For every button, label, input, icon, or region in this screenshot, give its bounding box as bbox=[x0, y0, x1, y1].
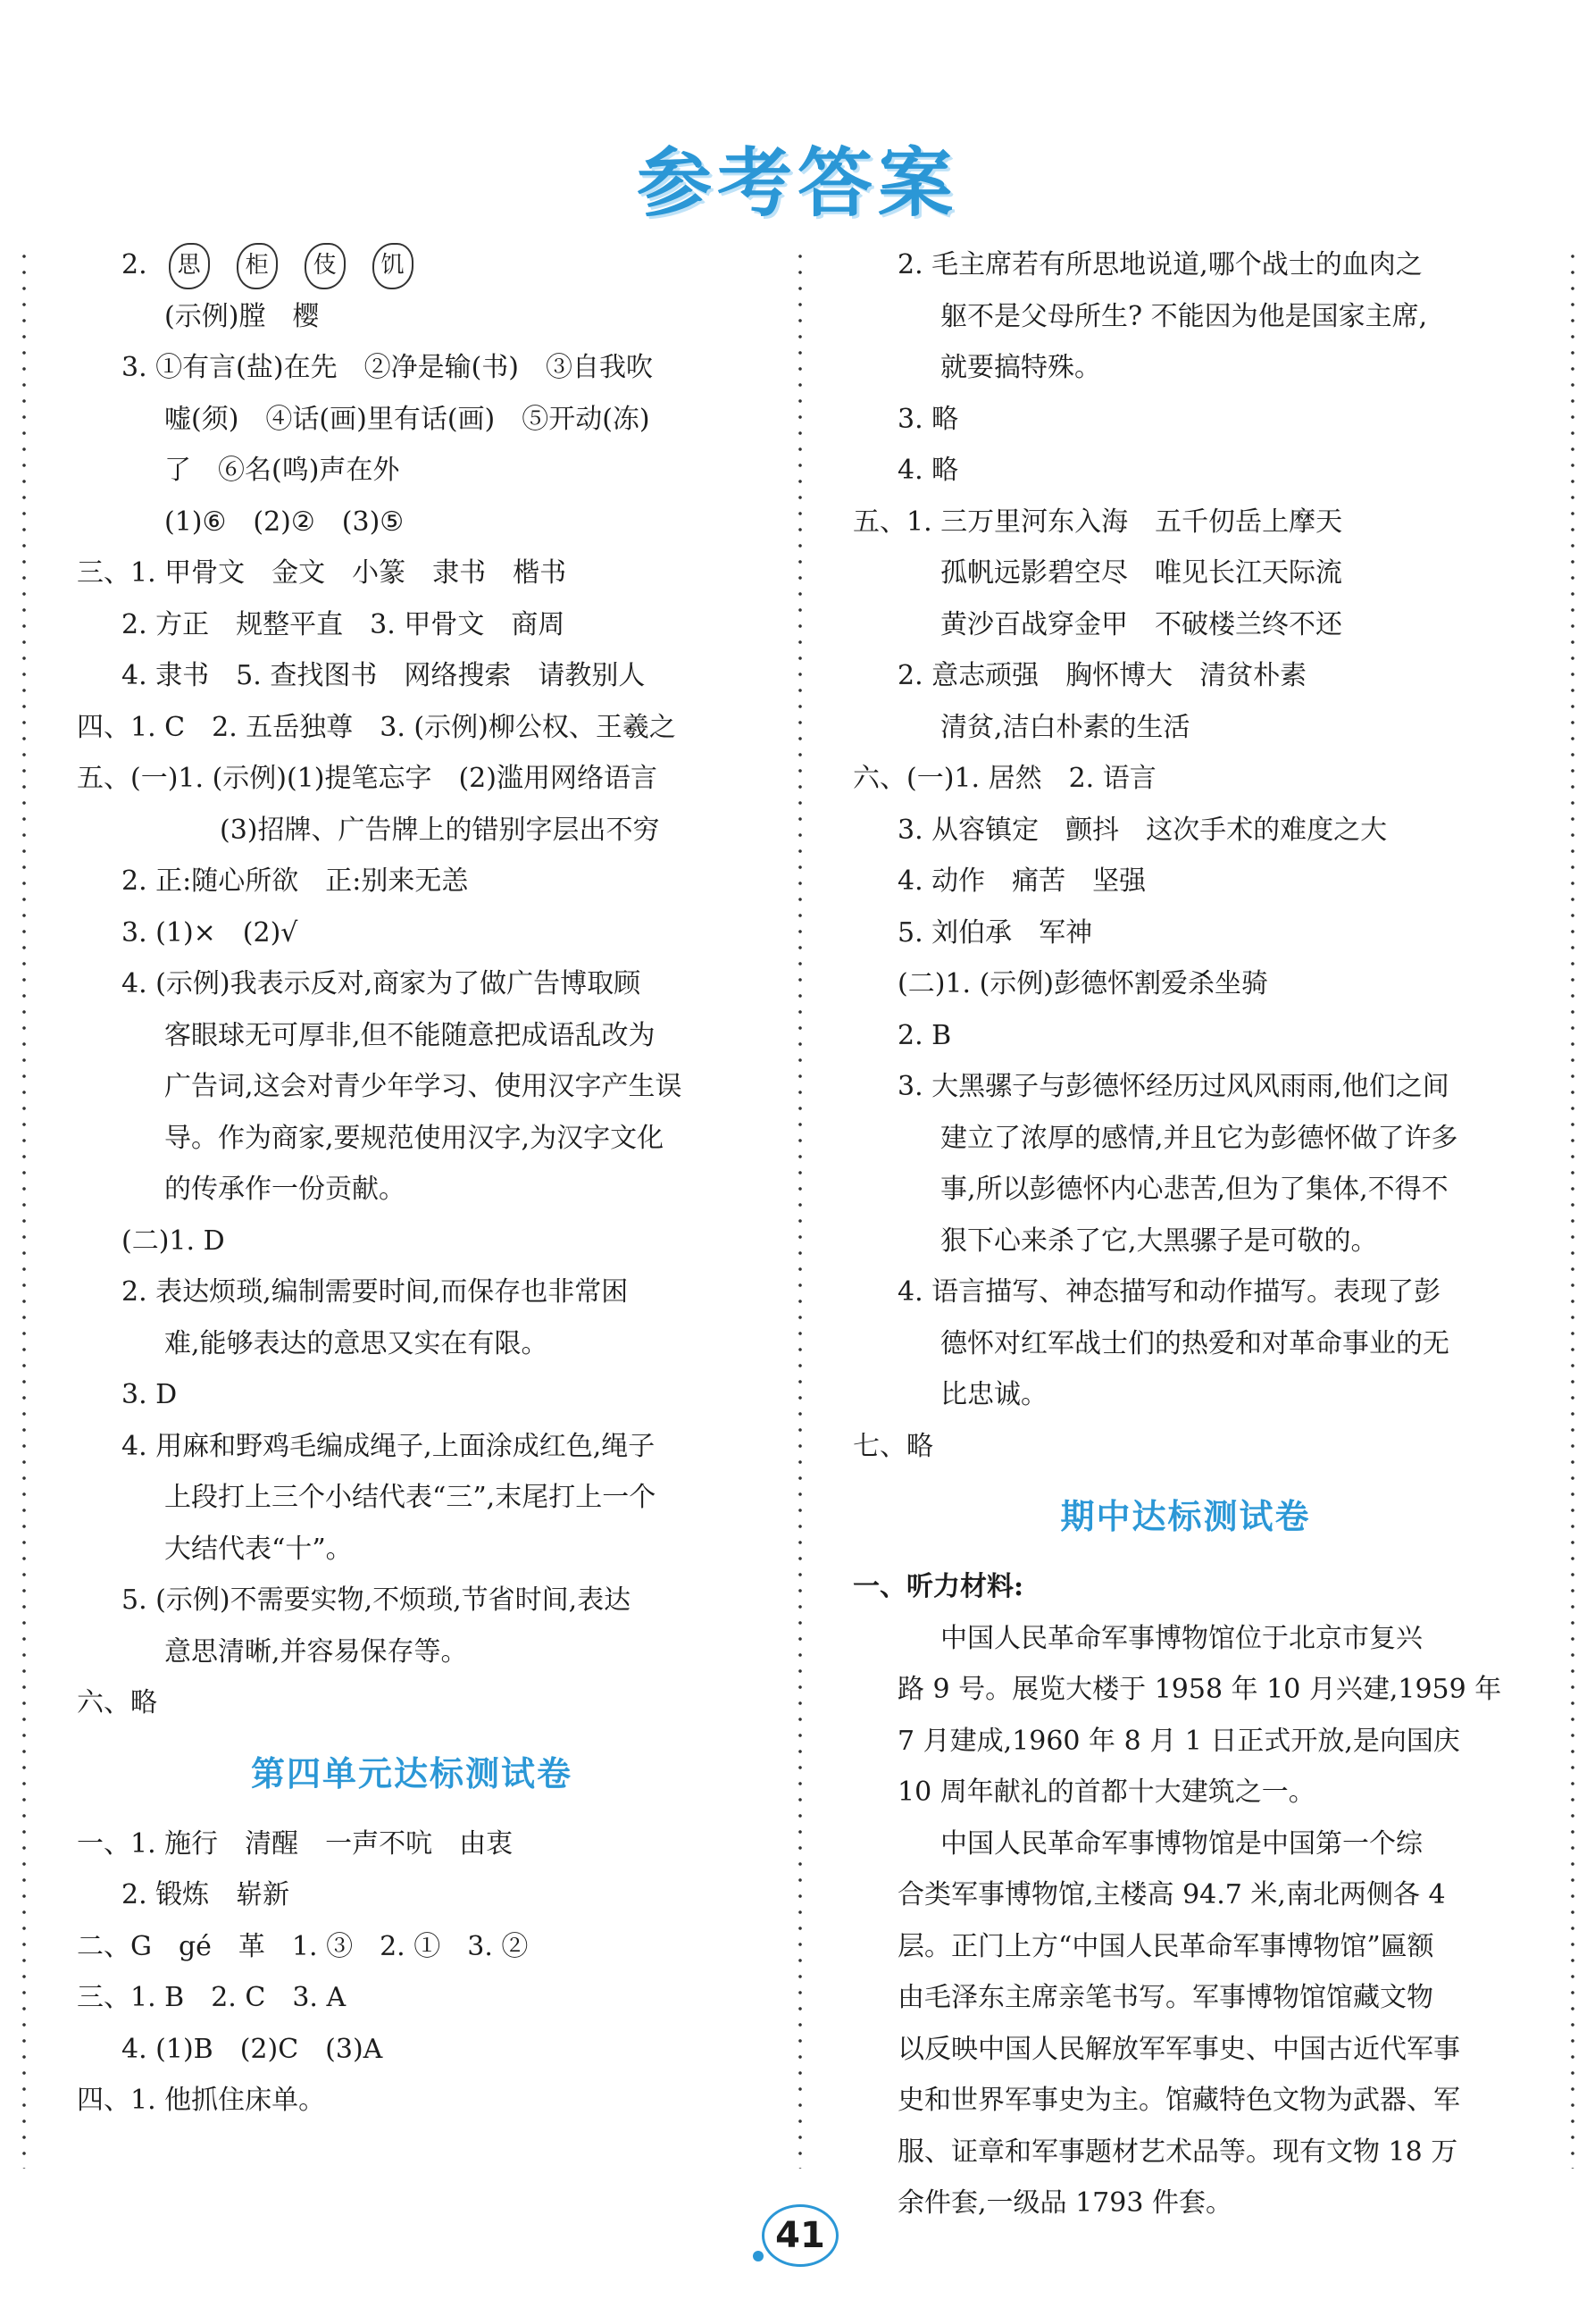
answer-line bbox=[853, 1113, 1518, 1165]
answer-line bbox=[853, 702, 1518, 754]
answer-line bbox=[853, 2024, 1518, 2076]
answer-line bbox=[77, 1113, 747, 1165]
answer-line bbox=[853, 1767, 1518, 1818]
answer-line bbox=[77, 702, 747, 754]
answer-text: 2. 方正 规整平直 3. 甲骨文 商周 bbox=[121, 608, 565, 640]
answer-line bbox=[77, 1472, 747, 1524]
answer-line bbox=[77, 394, 747, 446]
answer-text: 4. 略 bbox=[898, 455, 959, 486]
answer-text: (1)⑥ (2)② (3)⑤ bbox=[164, 506, 405, 538]
answer-text: 路 9 号。展览大楼于 1958 年 10 月兴建,1959 年 bbox=[898, 1674, 1502, 1705]
answer-text: 4. 语言描写、神态描写和动作描写。表现了彭 bbox=[898, 1276, 1441, 1308]
answer-line bbox=[853, 1613, 1518, 1665]
answer-line bbox=[853, 907, 1518, 959]
answer-line bbox=[853, 1061, 1518, 1113]
answer-text: 六、(一)1. 居然 2. 语言 bbox=[853, 763, 1157, 794]
answer-text: 3. (1)× (2)√ bbox=[121, 916, 298, 949]
answer-text: (示例)膛 樱 bbox=[164, 300, 320, 332]
answer-text: 狠下心来杀了它,大黑骡子是可敬的。 bbox=[940, 1225, 1378, 1257]
answer-text: 事,所以彭德怀内心悲苦,但为了集体,不得不 bbox=[940, 1174, 1449, 1205]
answer-text: 德怀对红军战士们的热爱和对革命事业的无 bbox=[940, 1327, 1449, 1359]
answer-text: 2. 正:随心所欲 正:别来无恙 bbox=[121, 865, 469, 897]
answer-line bbox=[853, 445, 1518, 497]
answer-text: (二)1. D bbox=[121, 1225, 225, 1257]
answer-text: 史和世界军事史为主。馆藏特色文物为武器、军 bbox=[898, 2085, 1460, 2116]
answer-line bbox=[853, 1164, 1518, 1216]
answer-text: 清贫,洁白朴素的生活 bbox=[940, 711, 1190, 743]
answer-text: 七、略 bbox=[853, 1430, 933, 1462]
answer-line bbox=[853, 548, 1518, 599]
answer-text: 嘘(须) ④话(画)里有话(画) ⑤开动(冻) bbox=[164, 403, 650, 435]
answer-text: 2. B bbox=[898, 1019, 952, 1051]
answer-line bbox=[77, 1677, 747, 1729]
answer-text: 三、1. B 2. C 3. A bbox=[77, 1982, 347, 2013]
answer-line bbox=[853, 1818, 1518, 1870]
answer-text: 意思清晰,并容易保存等。 bbox=[164, 1635, 468, 1668]
circled-character: 柜 bbox=[237, 243, 278, 289]
answer-text: 以反映中国人民解放军军事史、中国古近代军事 bbox=[898, 2033, 1460, 2065]
answer-line bbox=[853, 958, 1518, 1010]
answer-line bbox=[853, 497, 1518, 548]
answer-text: 了 ⑥名(鸣)声在外 bbox=[164, 455, 400, 486]
answer-line bbox=[853, 1561, 1518, 1613]
answer-text: 10 周年献礼的首都十大建筑之一。 bbox=[898, 1776, 1315, 1808]
answer-text: 4. (1)B (2)C (3)A bbox=[121, 2033, 383, 2065]
answer-text: 广告词,这会对青少年学习、使用汉字产生误 bbox=[164, 1071, 682, 1102]
answer-line bbox=[77, 1626, 747, 1678]
answer-line bbox=[853, 753, 1518, 805]
answer-text: 比忠诚。 bbox=[940, 1379, 1048, 1410]
answer-text: 一、听力材料: bbox=[853, 1571, 1024, 1602]
answer-line bbox=[853, 805, 1518, 857]
answer-line bbox=[77, 1164, 747, 1216]
answer-text: 六、略 bbox=[77, 1687, 157, 1718]
page-title: 参考答案 bbox=[636, 139, 958, 227]
answer-line bbox=[853, 1972, 1518, 2024]
answer-text: 难,能够表达的意思又实在有限。 bbox=[164, 1327, 548, 1359]
answer-line bbox=[77, 1818, 747, 1870]
answer-line bbox=[77, 1318, 747, 1370]
answer-line bbox=[853, 2075, 1518, 2127]
answer-line bbox=[77, 1421, 747, 1473]
right-margin-dots bbox=[1570, 248, 1575, 2169]
answer-line bbox=[77, 548, 747, 599]
answer-line bbox=[77, 1010, 747, 1062]
answer-text: 三、1. 甲骨文 金文 小篆 隶书 楷书 bbox=[77, 557, 567, 589]
answer-line bbox=[853, 1010, 1518, 1062]
answer-line bbox=[853, 1318, 1518, 1370]
circled-character: 伎 bbox=[305, 243, 346, 289]
page-number: 41 bbox=[762, 2204, 839, 2267]
answer-text: 五、1. 三万里河东入海 五千仞岳上摩天 bbox=[853, 506, 1343, 538]
answer-text: 2. 意志顽强 胸怀博大 清贫朴素 bbox=[898, 660, 1307, 691]
answer-line bbox=[853, 650, 1518, 702]
answer-text: 4. 动作 痛苦 坚强 bbox=[898, 865, 1147, 897]
answer-text: 四、1. C 2. 五岳独尊 3. (示例)柳公权、王羲之 bbox=[77, 711, 676, 743]
answer-text: 躯不是父母所生? 不能因为他是国家主席, bbox=[940, 300, 1428, 332]
page-number-decoration bbox=[753, 2251, 764, 2261]
answer-text: 2. 表达烦琐,编制需要时间,而保存也非常困 bbox=[121, 1276, 629, 1308]
section-title: 期中达标测试卷 bbox=[1060, 1496, 1311, 1536]
answer-line bbox=[853, 1266, 1518, 1318]
answer-text: 5. (示例)不需要实物,不烦琐,节省时间,表达 bbox=[121, 1584, 631, 1616]
answer-line bbox=[853, 2178, 1518, 2229]
answer-text: 大结代表“十”。 bbox=[164, 1533, 353, 1565]
answer-line bbox=[853, 1716, 1518, 1768]
answer-text: 黄沙百战穿金甲 不破楼兰终不还 bbox=[940, 608, 1342, 640]
answer-text: 7 月建成,1960 年 8 月 1 日正式开放,是向国庆 bbox=[898, 1725, 1460, 1757]
answer-text: 3. 大黑骡子与彭德怀经历过风风雨雨,他们之间 bbox=[898, 1071, 1449, 1102]
answer-line bbox=[853, 1869, 1518, 1921]
answer-line bbox=[853, 1664, 1518, 1716]
answer-text: 2. 锻炼 崭新 bbox=[121, 1879, 290, 1910]
answer-text: (二)1. (示例)彭德怀割爱杀坐骑 bbox=[898, 968, 1268, 999]
answer-text: 服、证章和军事题材艺术品等。现有文物 18 万 bbox=[898, 2136, 1458, 2168]
answer-text: 五、(一)1. (示例)(1)提笔忘字 (2)滥用网络语言 bbox=[77, 763, 657, 794]
answer-line bbox=[77, 958, 747, 1010]
answer-line bbox=[77, 1216, 747, 1267]
answer-line bbox=[77, 650, 747, 702]
answer-text: 一、1. 施行 清醒 一声不吭 由衷 bbox=[77, 1827, 514, 1860]
answer-line bbox=[853, 1421, 1518, 1473]
answer-text: 余件套,一级品 1793 件套。 bbox=[898, 2187, 1232, 2219]
answer-line bbox=[77, 753, 747, 805]
answer-line bbox=[77, 291, 747, 343]
left-column bbox=[77, 239, 747, 2127]
answer-text: 2. bbox=[121, 249, 147, 280]
section-title: 第四单元达标测试卷 bbox=[250, 1752, 572, 1793]
answer-text: 合类军事博物馆,主楼高 94.7 米,南北两侧各 4 bbox=[898, 1879, 1446, 1910]
answer-line bbox=[77, 599, 747, 651]
answer-line bbox=[77, 1921, 747, 1973]
answer-text: 3. 从容镇定 颤抖 这次手术的难度之大 bbox=[898, 814, 1388, 846]
answer-line bbox=[77, 1869, 747, 1921]
answer-text: 4. 用麻和野鸡毛编成绳子,上面涂成红色,绳子 bbox=[121, 1430, 656, 1462]
circled-character: 饥 bbox=[372, 243, 413, 289]
answer-line bbox=[77, 1369, 747, 1421]
circled-characters bbox=[169, 249, 440, 280]
answer-text: 客眼球无可厚非,但不能随意把成语乱改为 bbox=[164, 1019, 656, 1051]
answer-text: 4. (示例)我表示反对,商家为了做广告博取顾 bbox=[121, 968, 641, 999]
answer-text: 3. ①有言(盐)在先 ②净是输(书) ③自我吹 bbox=[121, 352, 653, 383]
answer-text: 由毛泽东主席亲笔书写。军事博物馆馆藏文物 bbox=[898, 1982, 1433, 2013]
answer-line bbox=[77, 805, 747, 857]
answer-text: 建立了浓厚的感情,并且它为彭德怀做了许多 bbox=[940, 1122, 1458, 1154]
answer-line bbox=[853, 394, 1518, 446]
answer-line bbox=[77, 497, 747, 548]
answer-line bbox=[77, 2024, 747, 2076]
answer-line bbox=[853, 1369, 1518, 1421]
answer-line bbox=[77, 907, 747, 959]
left-margin-dots bbox=[21, 248, 27, 2169]
answer-text: 中国人民革命军事博物馆是中国第一个综 bbox=[940, 1827, 1423, 1860]
answer-text: 二、G gé 革 1. ③ 2. ① 3. ② bbox=[77, 1930, 529, 1962]
answer-line bbox=[853, 1216, 1518, 1267]
answer-line bbox=[853, 239, 1518, 291]
answer-line bbox=[77, 1524, 747, 1576]
answer-text: 5. 刘伯承 军神 bbox=[898, 916, 1093, 949]
answer-line bbox=[853, 291, 1518, 343]
answer-text: 导。作为商家,要规范使用汉字,为汉字文化 bbox=[164, 1122, 664, 1154]
answer-text: 中国人民革命军事博物馆位于北京市复兴 bbox=[940, 1622, 1423, 1654]
answer-line bbox=[77, 1266, 747, 1318]
answer-line bbox=[77, 1972, 747, 2024]
answer-line bbox=[77, 445, 747, 497]
answer-text: 3. 略 bbox=[898, 403, 959, 435]
answer-text: (3)招牌、广告牌上的错别字层出不穷 bbox=[220, 814, 660, 846]
answer-text: 上段打上三个小结代表“三”,末尾打上一个 bbox=[164, 1482, 656, 1513]
answer-line bbox=[77, 1061, 747, 1113]
answer-line bbox=[853, 856, 1518, 907]
answer-line bbox=[853, 2127, 1518, 2178]
answer-line bbox=[853, 599, 1518, 651]
answer-text: 的传承作一份贡献。 bbox=[164, 1174, 405, 1205]
answer-line bbox=[77, 1575, 747, 1626]
answer-line bbox=[77, 2075, 747, 2127]
answer-text: 四、1. 他抓住床单。 bbox=[77, 2085, 326, 2116]
answer-line bbox=[853, 342, 1518, 394]
answer-line bbox=[77, 342, 747, 394]
center-divider-dots bbox=[798, 248, 803, 2169]
answer-line bbox=[77, 239, 747, 291]
answer-text: 层。正门上方“中国人民革命军事博物馆”匾额 bbox=[898, 1930, 1434, 1962]
answer-line bbox=[77, 856, 747, 907]
circled-character: 思 bbox=[169, 243, 210, 289]
answer-text: 2. 毛主席若有所思地说道,哪个战士的血肉之 bbox=[898, 249, 1423, 280]
answer-text: 3. D bbox=[121, 1379, 178, 1410]
right-column bbox=[853, 239, 1518, 2229]
answer-text: 孤帆远影碧空尽 唯见长江天际流 bbox=[940, 557, 1342, 589]
answer-text: 就要搞特殊。 bbox=[940, 352, 1101, 383]
answer-text: 4. 隶书 5. 查找图书 网络搜索 请教别人 bbox=[121, 660, 646, 691]
answer-line bbox=[853, 1921, 1518, 1973]
